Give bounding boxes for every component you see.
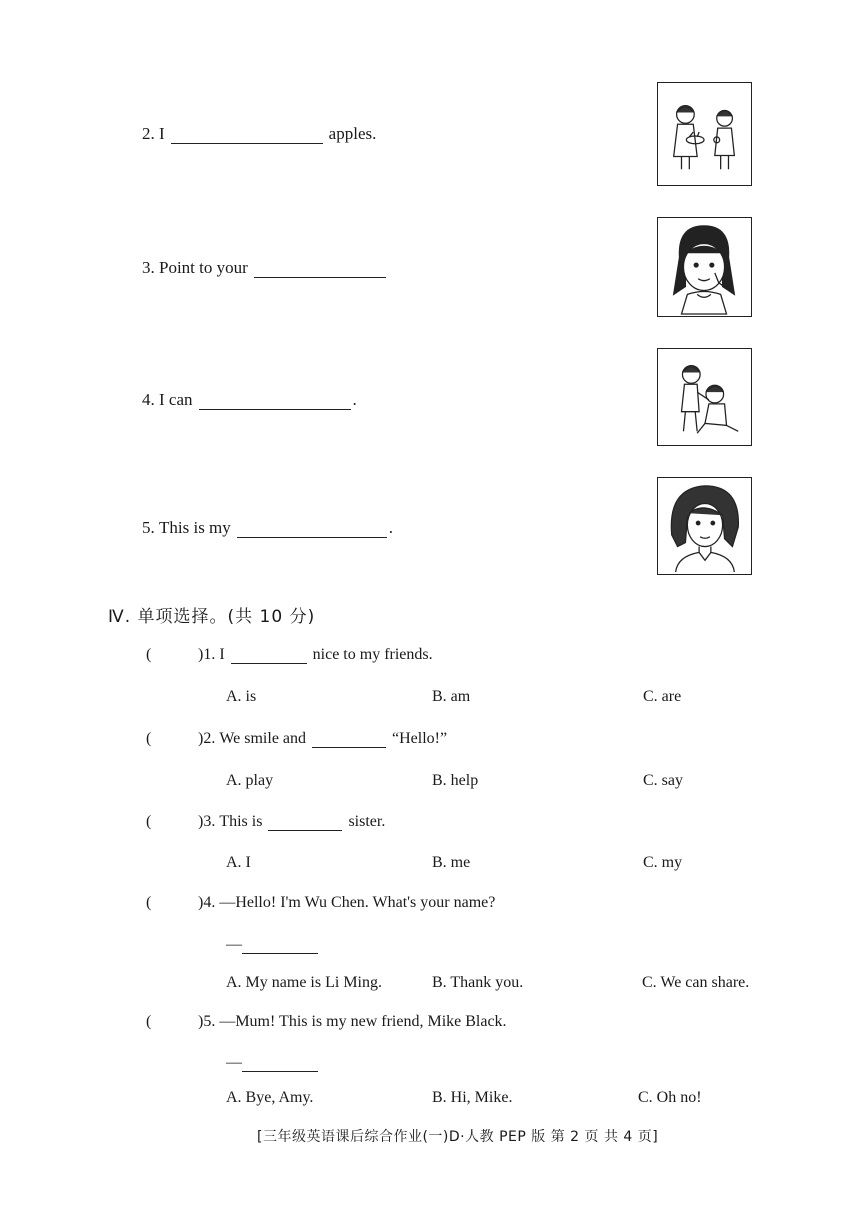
answer-blank[interactable]	[199, 408, 351, 410]
fill-item-3	[142, 258, 392, 278]
question-number: 1.	[203, 646, 216, 663]
item-text-before: I can	[159, 390, 193, 409]
item-text-before: Point to your	[159, 258, 248, 277]
question-number: 3.	[203, 813, 216, 830]
option-c: C. We can share.	[642, 974, 750, 991]
answer-blank[interactable]	[242, 1070, 318, 1072]
question-text-after: nice to my friends.	[312, 646, 433, 663]
question-text-before: We smile and	[219, 730, 307, 747]
answer-line	[226, 1054, 324, 1072]
question-3	[146, 813, 385, 831]
section-title: Ⅳ. 单项选择。(共 10 分)	[108, 607, 316, 627]
answer-blank[interactable]	[242, 952, 318, 954]
item-text-before: I	[159, 124, 165, 143]
answer-blank[interactable]	[171, 142, 323, 144]
paren-open: (	[146, 1013, 152, 1030]
question-text: —Hello! I'm Wu Chen. What's your name?	[219, 894, 496, 911]
item-number: 2.	[142, 124, 155, 143]
item-number: 5.	[142, 518, 155, 537]
question-text-after: sister.	[348, 813, 386, 830]
question-text-before: This is	[219, 813, 263, 830]
item-number: 3.	[142, 258, 155, 277]
paren-open: (	[146, 646, 152, 663]
boy-helping-boy-picture	[657, 348, 752, 446]
option-c: C. are	[643, 688, 682, 705]
answer-blank[interactable]	[254, 276, 386, 278]
item-text-after: apples.	[328, 124, 377, 143]
item-number: 4.	[142, 390, 155, 409]
question-text-before: I	[219, 646, 225, 663]
answer-blank[interactable]	[268, 829, 342, 831]
question-2	[146, 730, 447, 748]
question-number: 5.	[203, 1013, 216, 1030]
paren-close: )	[198, 894, 204, 911]
paren-open: (	[146, 730, 152, 747]
page-footer: [三年级英语课后综合作业(一)D·人教 PEP 版 第 2 页 共 4 页]	[257, 1129, 659, 1145]
fill-item-5	[142, 518, 393, 538]
question-1	[146, 646, 433, 664]
question-text: —Mum! This is my new friend, Mike Black.	[219, 1013, 507, 1030]
option-c: C. Oh no!	[638, 1089, 702, 1106]
item-text-after: .	[352, 390, 357, 409]
option-a: A. Bye, Amy.	[226, 1089, 314, 1106]
answer-blank[interactable]	[237, 536, 387, 538]
answer-dash: —	[226, 1054, 242, 1071]
girl-pointing-face-picture	[657, 217, 752, 317]
option-c: C. my	[643, 854, 683, 871]
option-c: C. say	[643, 772, 683, 789]
item-text-after: .	[388, 518, 394, 537]
paren-close: )	[198, 1013, 204, 1030]
question-4	[146, 894, 495, 912]
option-b: B. Hi, Mike.	[432, 1089, 513, 1106]
fill-item-2	[142, 124, 376, 144]
answer-line	[226, 936, 324, 954]
question-number: 2.	[203, 730, 216, 747]
option-b: B. Thank you.	[432, 974, 524, 991]
fill-item-4	[142, 390, 357, 410]
option-a: A. play	[226, 772, 274, 789]
answer-blank[interactable]	[312, 746, 386, 748]
question-text-after: “Hello!”	[392, 730, 448, 747]
question-number: 4.	[203, 894, 216, 911]
item-text-before: This is my	[159, 518, 231, 537]
paren-open: (	[146, 813, 152, 830]
option-b: B. am	[432, 688, 471, 705]
paren-open: (	[146, 894, 152, 911]
option-b: B. help	[432, 772, 479, 789]
paren-close: )	[198, 730, 204, 747]
option-b: B. me	[432, 854, 471, 871]
paren-close: )	[198, 813, 204, 830]
option-a: A. My name is Li Ming.	[226, 974, 382, 991]
two-girls-eating-picture	[657, 82, 752, 186]
option-a: A. is	[226, 688, 257, 705]
option-a: A. I	[226, 854, 251, 871]
paren-close: )	[198, 646, 204, 663]
answer-dash: —	[226, 936, 242, 953]
question-5	[146, 1013, 507, 1031]
answer-blank[interactable]	[231, 662, 307, 664]
woman-portrait-picture	[657, 477, 752, 575]
